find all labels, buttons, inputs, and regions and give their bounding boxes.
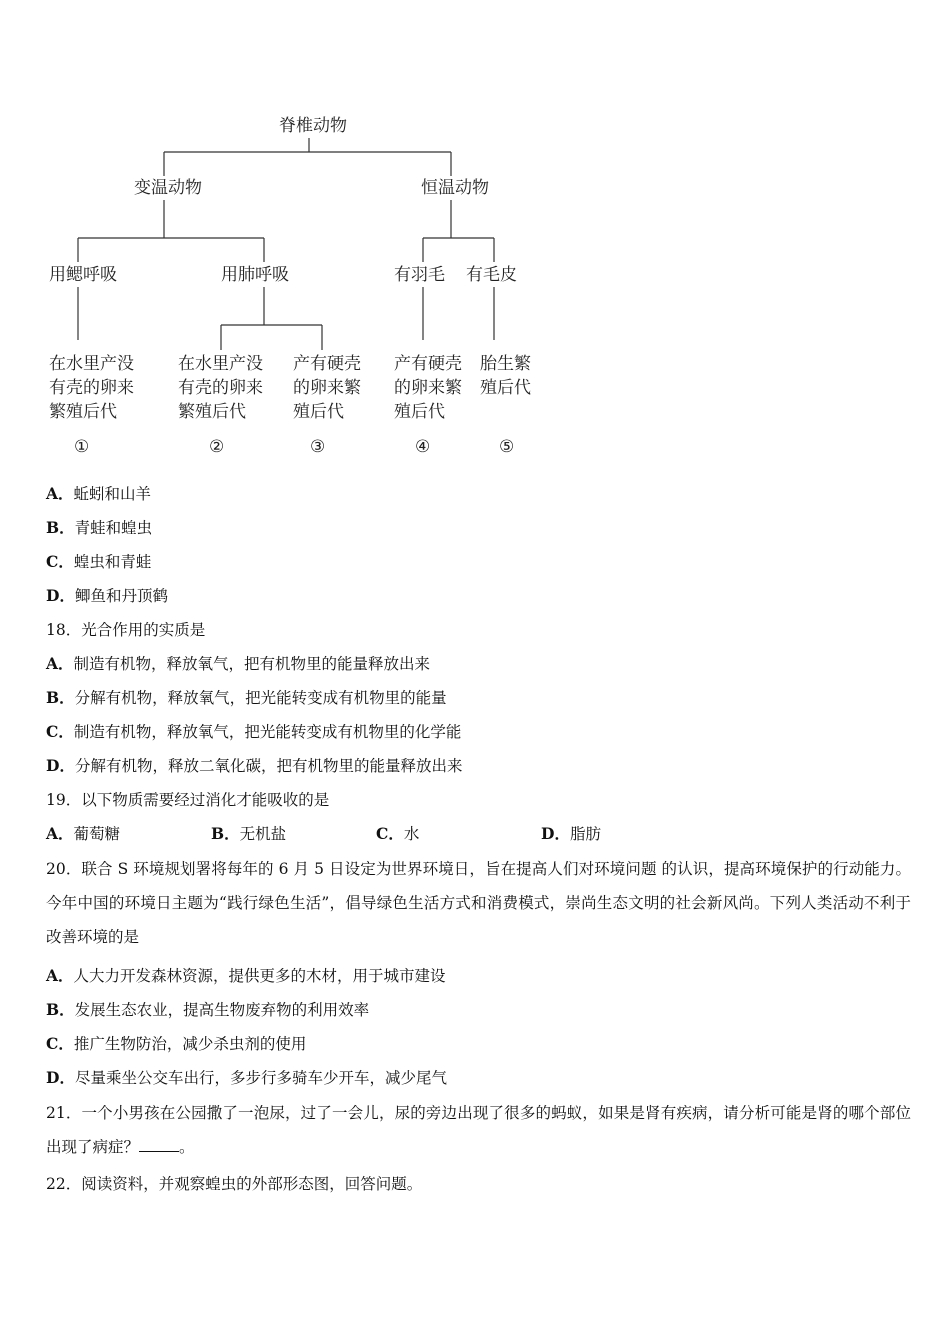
q19-option-c[interactable]: C．水 [376,824,420,843]
tree-branch-cold-blooded: 变温动物 [134,178,202,198]
q19-option-d[interactable]: D．脂肪 [541,824,601,843]
q21-answer-blank[interactable] [139,1135,179,1152]
tree-number-1: ① [74,437,90,457]
q17-option-b[interactable]: B．青蛙和蝗虫 [46,518,153,537]
q18-option-b[interactable]: B．分解有机物，释放氧气，把光能转变成有机物里的能量 [46,688,447,707]
q20-option-a[interactable]: A．人大力开发森林资源，提供更多的木材，用于城市建设 [46,966,446,985]
q20-stem: 20．联合 S 环境规划署将每年的 6 月 5 日设定为世界环境日，旨在提高人们对环境问题 的认识，提高环境保护的行动能力。今年中国的环境日主题为“践行绿色生活”，倡导绿色生活方式和消费模式，崇尚生态文明的社会新风尚。下列人类活动不利于 改善环境的是 [46,860,911,946]
q18-option-c[interactable]: C．制造有机物，释放氧气，把光能转变成有机物里的化学能 [46,722,462,741]
q22-stem: 22．阅读资料，并观察蝗虫的外部形态图，回答问题。 [46,1175,423,1193]
q20-option-b[interactable]: B．发展生态农业，提高生物废弃物的利用效率 [46,1000,370,1019]
classification-tree [0,0,950,470]
tree-root-label: 脊椎动物 [279,116,347,136]
q18-stem: 18．光合作用的实质是 [46,621,206,639]
q19-options [46,823,646,845]
tree-number-3: ③ [310,437,326,457]
q19-stem: 19．以下物质需要经过消化才能吸收的是 [46,791,330,809]
tree-node-gill: 用鳃呼吸 [49,265,117,285]
q17-option-d[interactable]: D．鲫鱼和丹顶鹤 [46,586,168,605]
q19-option-b[interactable]: B．无机盐 [211,824,287,843]
tree-leaf-3: 产有硬壳 的卵来繁 殖后代 [293,354,361,422]
q21-stem: 21．一个小男孩在公园撒了一泡尿，过了一会儿，尿的旁边出现了很多的蚂蚁，如果是肾有疾病，请分析可能是肾的哪个部位出现了病症？ 。 [46,1104,911,1156]
tree-node-lung: 用肺呼吸 [221,265,289,285]
q20-option-d[interactable]: D．尽量乘坐公交车出行，多步行多骑车少开车，减少尾气 [46,1068,447,1087]
tree-leaf-1: 在水里产没 有壳的卵来 繁殖后代 [49,354,134,422]
tree-number-2: ② [209,437,225,457]
q18-option-d[interactable]: D．分解有机物，释放二氧化碳，把有机物里的能量释放出来 [46,756,463,775]
tree-number-4: ④ [415,437,431,457]
tree-node-feather: 有羽毛 [394,265,445,285]
tree-branch-warm-blooded: 恒温动物 [421,178,489,198]
q20-option-c[interactable]: C．推广生物防治，减少杀虫剂的使用 [46,1034,307,1053]
tree-leaf-4: 产有硬壳 的卵来繁 殖后代 [394,354,462,422]
q17-option-c[interactable]: C．蝗虫和青蛙 [46,552,152,571]
tree-number-5: ⑤ [499,437,515,457]
q19-option-a[interactable]: A．葡萄糖 [46,824,121,843]
tree-leaf-5: 胎生繁 殖后代 [480,354,531,398]
tree-leaf-2: 在水里产没 有壳的卵来 繁殖后代 [178,354,263,422]
tree-node-fur: 有毛皮 [466,265,517,285]
q18-option-a[interactable]: A．制造有机物，释放氧气，把有机物里的能量释放出来 [46,654,431,673]
q17-option-a[interactable]: A．蚯蚓和山羊 [46,484,152,503]
